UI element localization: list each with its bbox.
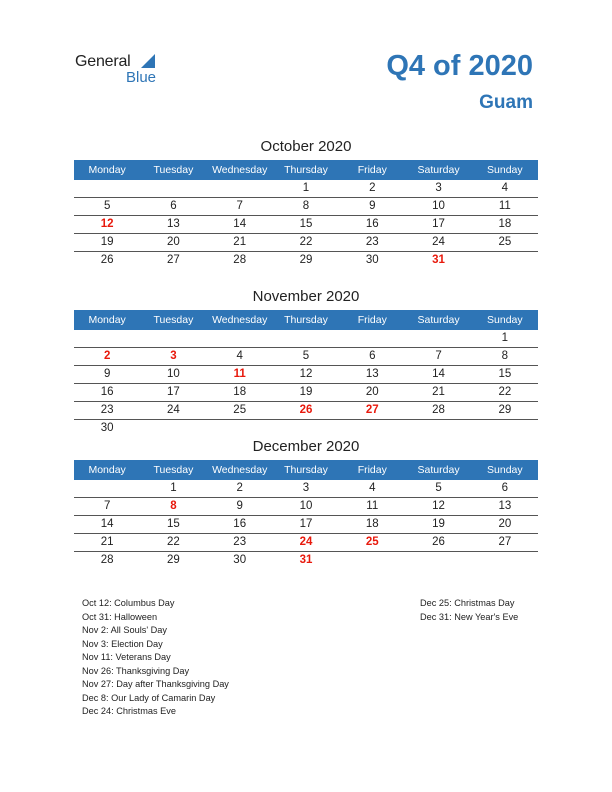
weekday-header	[74, 460, 538, 480]
week-row	[74, 234, 538, 252]
month-calendar-november	[74, 287, 538, 437]
day-cell: 8	[501, 350, 509, 362]
day-cell: 19	[100, 236, 114, 248]
weekday-header	[74, 310, 538, 330]
day-cell: 17	[432, 218, 445, 230]
week-row	[74, 552, 538, 569]
day-cell	[207, 330, 273, 347]
holiday-note: Nov 26: Thanksgiving Day	[82, 665, 190, 676]
day-cell: 24	[299, 536, 313, 548]
day-cell	[207, 180, 273, 197]
day-cell: 3	[170, 350, 177, 362]
day-cell: 18	[498, 218, 512, 230]
weekday-label: Monday	[88, 464, 126, 476]
day-cell: 19	[299, 386, 313, 398]
holiday-note: Nov 27: Day after Thanksgiving Day	[82, 679, 229, 689]
holiday-note: Nov 11: Veterans Day	[82, 652, 171, 662]
calendar-grid	[74, 480, 538, 569]
weekday-label: Thursday	[284, 314, 328, 326]
day-cell: 22	[299, 236, 313, 248]
month-title: October 2020	[260, 138, 352, 155]
week-row	[74, 498, 538, 516]
day-cell: 31	[432, 254, 445, 266]
logo-triangle-icon	[141, 54, 155, 68]
day-cell: 25	[365, 536, 379, 548]
day-cell: 26	[299, 404, 313, 416]
week-row	[74, 252, 538, 269]
weekday-label: Tuesday	[153, 314, 194, 326]
weekday-label: Friday	[357, 164, 387, 176]
weekday-label: Sunday	[487, 314, 523, 326]
week-row	[74, 198, 538, 216]
day-cell: 1	[501, 332, 509, 344]
weekday-label: Wednesday	[212, 164, 268, 176]
week-row	[74, 366, 538, 384]
day-cell: 20	[498, 518, 512, 530]
day-cell: 5	[302, 350, 310, 362]
holiday-note: Oct 31: Halloween	[82, 611, 158, 622]
day-cell: 26	[100, 254, 114, 266]
weekday-label: Saturday	[417, 464, 460, 476]
day-cell: 20	[167, 236, 180, 248]
day-cell: 10	[432, 200, 445, 212]
week-row	[74, 348, 538, 366]
day-cell: 25	[498, 236, 512, 248]
day-cell: 13	[365, 368, 379, 380]
calendar-grid	[74, 330, 538, 437]
weekday-label: Sunday	[487, 164, 523, 176]
day-cell: 22	[498, 386, 512, 398]
day-cell: 14	[432, 368, 445, 380]
day-cell	[339, 330, 405, 347]
weekday-label: Thursday	[284, 464, 328, 476]
day-cell	[405, 420, 471, 437]
weekday-label: Sunday	[487, 464, 523, 476]
weekday-label: Saturday	[417, 164, 460, 176]
day-cell: 15	[167, 518, 180, 530]
brand-logo	[75, 52, 185, 88]
week-row	[74, 420, 538, 437]
day-cell: 18	[233, 386, 247, 398]
day-cell: 10	[299, 500, 313, 512]
weekday-label: Friday	[357, 314, 387, 326]
holiday-note: Dec 8: Our Lady of Camarin Day	[82, 692, 216, 703]
day-cell: 11	[498, 200, 511, 212]
day-cell: 3	[302, 482, 310, 494]
day-cell	[339, 552, 405, 569]
day-cell	[74, 180, 140, 197]
day-cell: 14	[100, 518, 114, 530]
day-cell: 16	[233, 518, 247, 530]
day-cell	[472, 420, 538, 437]
week-row	[74, 402, 538, 420]
day-cell: 28	[100, 554, 114, 566]
page-title: Q4 of 2020	[386, 50, 533, 82]
month-calendar-october	[74, 137, 538, 269]
day-cell: 16	[100, 386, 114, 398]
day-cell: 11	[233, 368, 246, 380]
day-cell: 23	[100, 404, 114, 416]
week-row	[74, 180, 538, 198]
weekday-label: Tuesday	[153, 464, 194, 476]
day-cell: 12	[299, 368, 313, 380]
day-cell: 31	[299, 554, 313, 566]
day-cell: 30	[100, 422, 114, 434]
country-name: Guam	[479, 92, 533, 113]
day-cell	[472, 552, 538, 569]
day-cell: 7	[103, 500, 111, 512]
week-row	[74, 516, 538, 534]
day-cell: 23	[233, 536, 247, 548]
day-cell: 11	[366, 500, 379, 512]
weekday-label: Wednesday	[212, 464, 268, 476]
day-cell: 3	[435, 182, 442, 194]
day-cell: 10	[167, 368, 180, 380]
day-cell: 7	[236, 200, 243, 212]
day-cell: 5	[435, 482, 442, 494]
holiday-note: Dec 31: New Year's Eve	[420, 611, 519, 622]
day-cell: 27	[167, 254, 180, 266]
month-title: November 2020	[252, 288, 360, 305]
day-cell	[273, 330, 339, 347]
day-cell: 17	[167, 386, 180, 398]
day-cell	[74, 480, 140, 497]
day-cell: 24	[432, 236, 445, 248]
day-cell: 2	[103, 350, 111, 362]
weekday-label: Wednesday	[212, 314, 268, 326]
week-row	[74, 330, 538, 348]
day-cell	[405, 330, 471, 347]
day-cell: 22	[167, 536, 180, 548]
day-cell: 1	[302, 182, 310, 194]
day-cell: 13	[498, 500, 512, 512]
day-cell: 6	[501, 482, 509, 494]
day-cell: 28	[432, 404, 445, 416]
day-cell	[140, 420, 206, 437]
weekday-label: Tuesday	[153, 164, 194, 176]
day-cell	[472, 252, 538, 269]
day-cell: 29	[167, 554, 180, 566]
day-cell: 17	[299, 518, 313, 530]
day-cell: 2	[236, 482, 243, 494]
day-cell: 30	[233, 554, 247, 566]
day-cell: 13	[167, 218, 180, 230]
week-row	[74, 534, 538, 552]
day-cell: 21	[100, 536, 114, 548]
day-cell: 29	[498, 404, 512, 416]
day-cell: 2	[369, 182, 376, 194]
weekday-label: Monday	[88, 164, 126, 176]
day-cell: 4	[369, 482, 376, 494]
day-cell: 30	[365, 254, 379, 266]
day-cell: 4	[236, 350, 243, 362]
weekday-header	[74, 160, 538, 180]
day-cell: 12	[432, 500, 445, 512]
holiday-list-right	[420, 597, 518, 624]
logo-text-general: General	[75, 53, 131, 70]
holiday-note: Nov 3: Election Day	[82, 638, 163, 649]
day-cell	[140, 180, 206, 197]
day-cell: 1	[170, 482, 177, 494]
logo-text-blue: Blue	[126, 69, 157, 86]
month-calendar-december	[74, 437, 538, 569]
holiday-note: Nov 2: All Souls' Day	[82, 625, 167, 635]
day-cell: 8	[170, 500, 177, 512]
day-cell: 27	[365, 404, 379, 416]
weekday-label: Saturday	[417, 314, 460, 326]
month-title: December 2020	[252, 438, 360, 455]
weekday-label: Friday	[357, 464, 387, 476]
day-cell: 15	[299, 218, 313, 230]
day-cell: 6	[369, 350, 376, 362]
day-cell: 9	[369, 200, 376, 212]
day-cell: 26	[432, 536, 445, 548]
week-row	[74, 480, 538, 498]
week-row	[74, 384, 538, 402]
day-cell: 29	[299, 254, 313, 266]
day-cell: 6	[170, 200, 177, 212]
day-cell: 5	[103, 200, 111, 212]
day-cell	[273, 420, 339, 437]
day-cell	[74, 330, 140, 347]
day-cell: 23	[365, 236, 379, 248]
day-cell: 15	[498, 368, 512, 380]
day-cell: 14	[233, 218, 247, 230]
day-cell	[207, 420, 273, 437]
day-cell: 7	[435, 350, 442, 362]
day-cell: 8	[302, 200, 310, 212]
day-cell: 12	[100, 218, 114, 230]
day-cell: 28	[233, 254, 247, 266]
calendar-grid	[74, 180, 538, 269]
day-cell: 25	[233, 404, 247, 416]
day-cell: 9	[236, 500, 243, 512]
day-cell: 9	[103, 368, 111, 380]
day-cell: 24	[167, 404, 180, 416]
day-cell	[140, 330, 206, 347]
day-cell: 21	[432, 386, 445, 398]
holiday-list-left	[82, 597, 229, 719]
holiday-note: Dec 25: Christmas Day	[420, 598, 515, 608]
day-cell	[339, 420, 405, 437]
day-cell: 4	[501, 182, 509, 194]
week-row	[74, 216, 538, 234]
day-cell: 16	[365, 218, 379, 230]
day-cell: 20	[365, 386, 379, 398]
weekday-label: Monday	[88, 314, 126, 326]
holiday-note: Oct 12: Columbus Day	[82, 598, 175, 608]
weekday-label: Thursday	[284, 164, 328, 176]
day-cell: 18	[365, 518, 379, 530]
day-cell: 27	[498, 536, 512, 548]
day-cell: 21	[233, 236, 247, 248]
day-cell	[405, 552, 471, 569]
day-cell: 19	[432, 518, 445, 530]
holiday-note: Dec 24: Christmas Eve	[82, 706, 176, 716]
